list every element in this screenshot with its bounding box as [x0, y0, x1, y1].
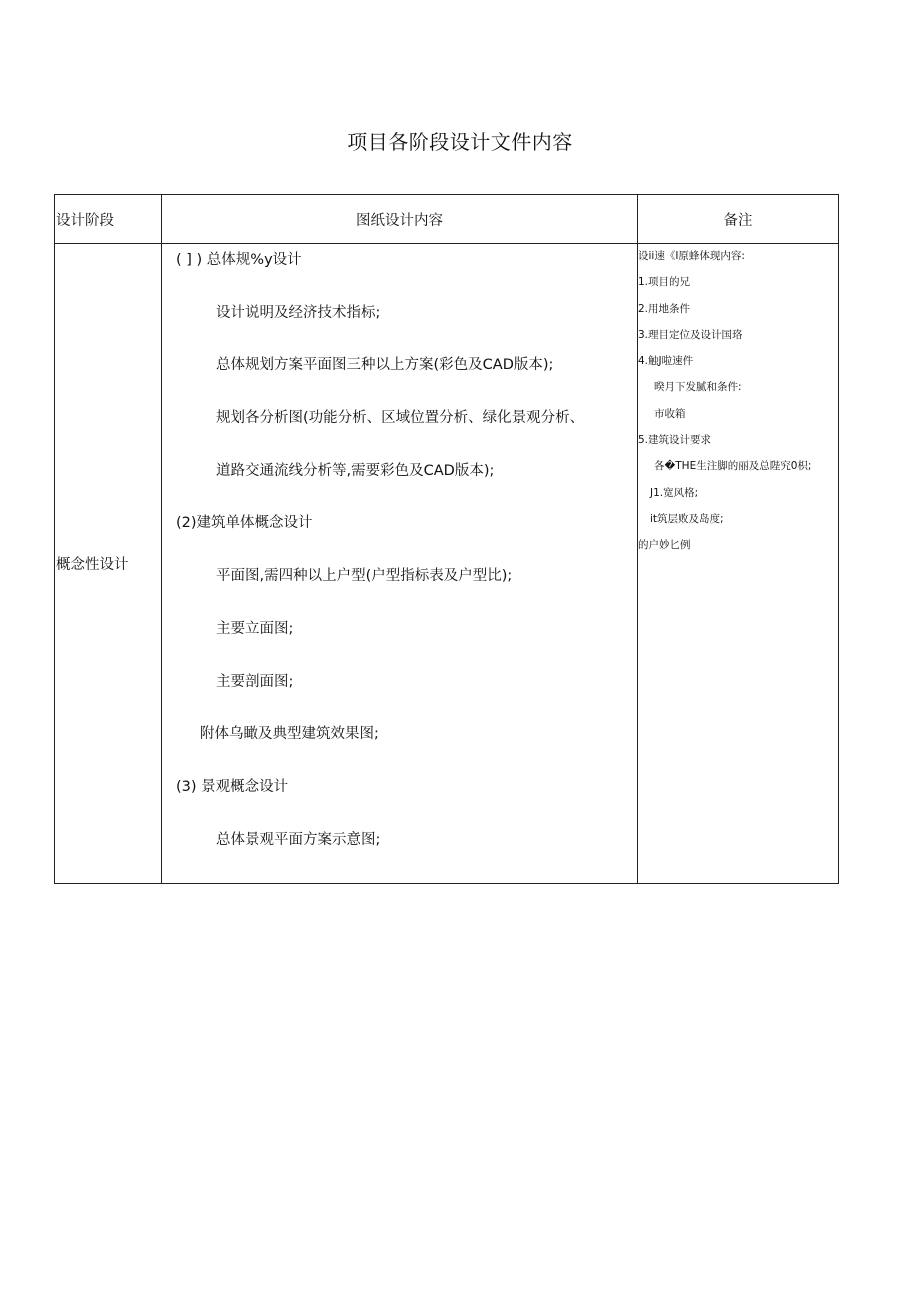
document-title: 项目各阶段设计文件内容 — [347, 130, 573, 154]
content-line: 主要剖面图; — [216, 673, 294, 690]
note-line: 1.项目的兄 — [638, 276, 691, 289]
content-line: 附体乌瞰及典型建筑效果图; — [200, 726, 379, 743]
content-line: 总体规划方案平面图三种以上方案(彩色及CAD版本); — [216, 357, 554, 374]
note-line: 3.理目定位及设计国珞 — [638, 328, 743, 341]
note-line: 暌月下发腻和条件: — [654, 381, 742, 394]
note-line: 设ii速《I原蜂体现内容: — [638, 250, 745, 262]
notes-cell — [638, 244, 839, 884]
content-line: 设计说明及经济技术指标; — [216, 304, 381, 321]
header-stage: 设计阶段 — [55, 195, 162, 244]
content-line: 主要立面图; — [216, 620, 294, 637]
design-stage-table — [54, 194, 839, 884]
table-header-row — [55, 195, 839, 244]
content-line: 规划各分析图(功能分析、区域位置分析、绿化景观分析、 — [216, 410, 585, 427]
content-line: (2)建筑单体概念设计 — [176, 515, 313, 532]
note-line: J1.宽风格; — [650, 486, 699, 499]
table-row — [55, 244, 839, 884]
header-content: 图纸设计内容 — [162, 195, 638, 244]
content-line: 总体景观平面方案示意图; — [216, 831, 381, 848]
content-line: ( ] ) 总体规%y设计 — [176, 252, 302, 268]
content-line: (3) 景观概念设计 — [176, 778, 289, 795]
note-line: 4.触J啦速件 — [638, 355, 694, 368]
note-line: 5.建筑设计要求 — [638, 434, 712, 447]
note-line: it筑层败及岛度; — [650, 512, 724, 525]
stage-cell: 概念性设计 — [55, 244, 162, 884]
note-line: 市收箱 — [654, 407, 686, 420]
note-line: 2.用地条件 — [638, 302, 691, 315]
note-line: 的户妙匕例 — [638, 539, 691, 552]
header-notes: 备注 — [638, 195, 839, 244]
content-line: 平面图,需四种以上户型(户型指标表及户型比); — [216, 568, 513, 585]
content-line: 道路交通流线分析等,需要彩色及CAD版本); — [216, 462, 495, 479]
note-line: 各�THE生注脚的丽及总陛究0枳; — [654, 460, 812, 473]
content-cell — [162, 244, 638, 884]
